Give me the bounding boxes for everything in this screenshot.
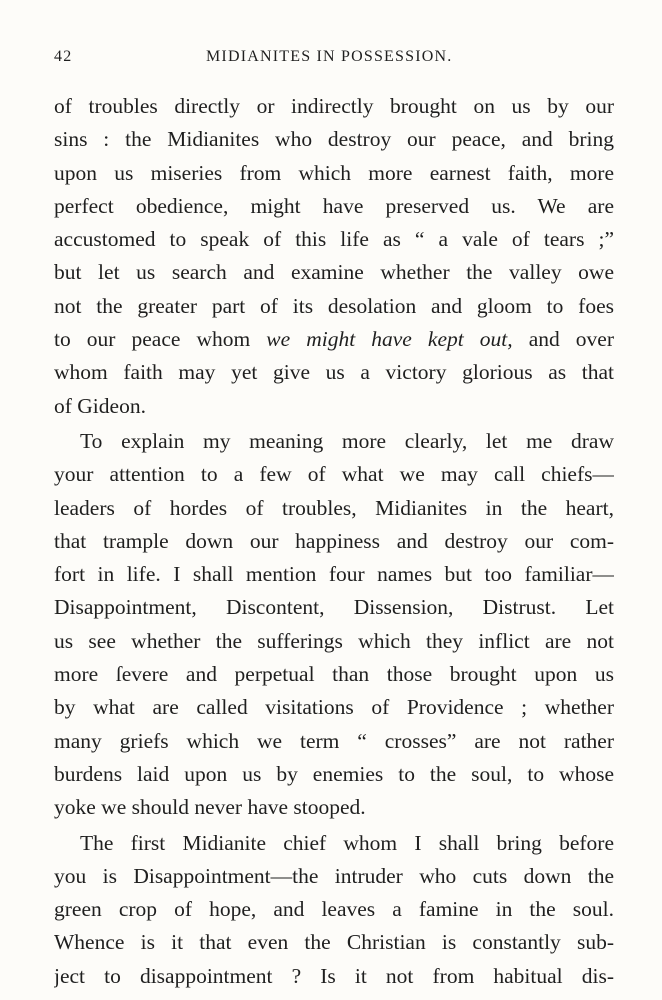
text-line: but let us search and examine whether the valley owe	[54, 260, 614, 285]
text-segment: and over	[512, 327, 614, 352]
text-line: you is Disappointment—the intruder who cuts down the	[54, 863, 614, 888]
page-number: 42	[54, 48, 73, 65]
running-head	[54, 48, 614, 72]
text-line: that trample down our happiness and destroy our com-	[54, 528, 614, 553]
text-segment: to our peace whom	[54, 327, 267, 352]
text-line: Whence is it that even the Christian is constantly sub-	[54, 930, 614, 955]
text-line: burdens laid upon us by enemies to the soul, to whose	[54, 761, 614, 786]
text-line: green crop of hope, and leaves a famine in the soul.	[54, 897, 614, 922]
text-line: yoke we should never have stooped.	[54, 795, 366, 820]
text-line: leaders of hordes of troubles, Midianites in the heart,	[54, 495, 614, 520]
text-line: by what are called visitations of Providence ; whether	[54, 695, 614, 720]
text-line: your attention to a few of what we may call chiefs—	[54, 462, 614, 487]
text-line: sins : the Midianites who destroy our peace, and bring	[54, 127, 614, 152]
text-line: of troubles directly or indirectly brought on us by our	[54, 94, 614, 118]
text-line: fort in life. I shall mention four names but too familiar—	[54, 562, 614, 587]
body-text	[54, 90, 614, 993]
italic-phrase: we might have kept out,	[266, 327, 513, 352]
text-line: us see whether the sufferings which they inflict are not	[54, 628, 614, 653]
paragraph-3	[54, 827, 614, 993]
text-line: The first Midianite chief whom I shall bring before	[80, 830, 614, 855]
text-line	[54, 323, 614, 356]
text-line: ject to disappointment ? Is it not from habitual dis-	[54, 963, 614, 988]
text-line: perfect obedience, might have preserved us. We are	[54, 193, 614, 218]
text-line: upon us miseries from which more earnest faith, more	[54, 160, 614, 185]
text-line: of Gideon.	[54, 393, 146, 418]
paragraph-2	[54, 425, 614, 825]
text-line: To explain my meaning more clearly, let me draw	[80, 428, 614, 453]
text-line: whom faith may yet give us a victory glorious as that	[54, 360, 614, 385]
text-line: Disappointment, Discontent, Dissension, Distrust. Let	[54, 595, 614, 620]
text-line: not the greater part of its desolation and gloom to foes	[54, 293, 614, 318]
book-page	[54, 0, 614, 1000]
paragraph-1	[54, 90, 614, 423]
text-line: accustomed to speak of this life as “ a vale of tears ;”	[54, 227, 614, 252]
running-title: MIDIANITES IN POSSESSION.	[206, 48, 453, 65]
text-line: more ſevere and perpetual than those brought upon us	[54, 662, 614, 687]
text-line: many griefs which we term “ crosses” are not rather	[54, 728, 614, 753]
